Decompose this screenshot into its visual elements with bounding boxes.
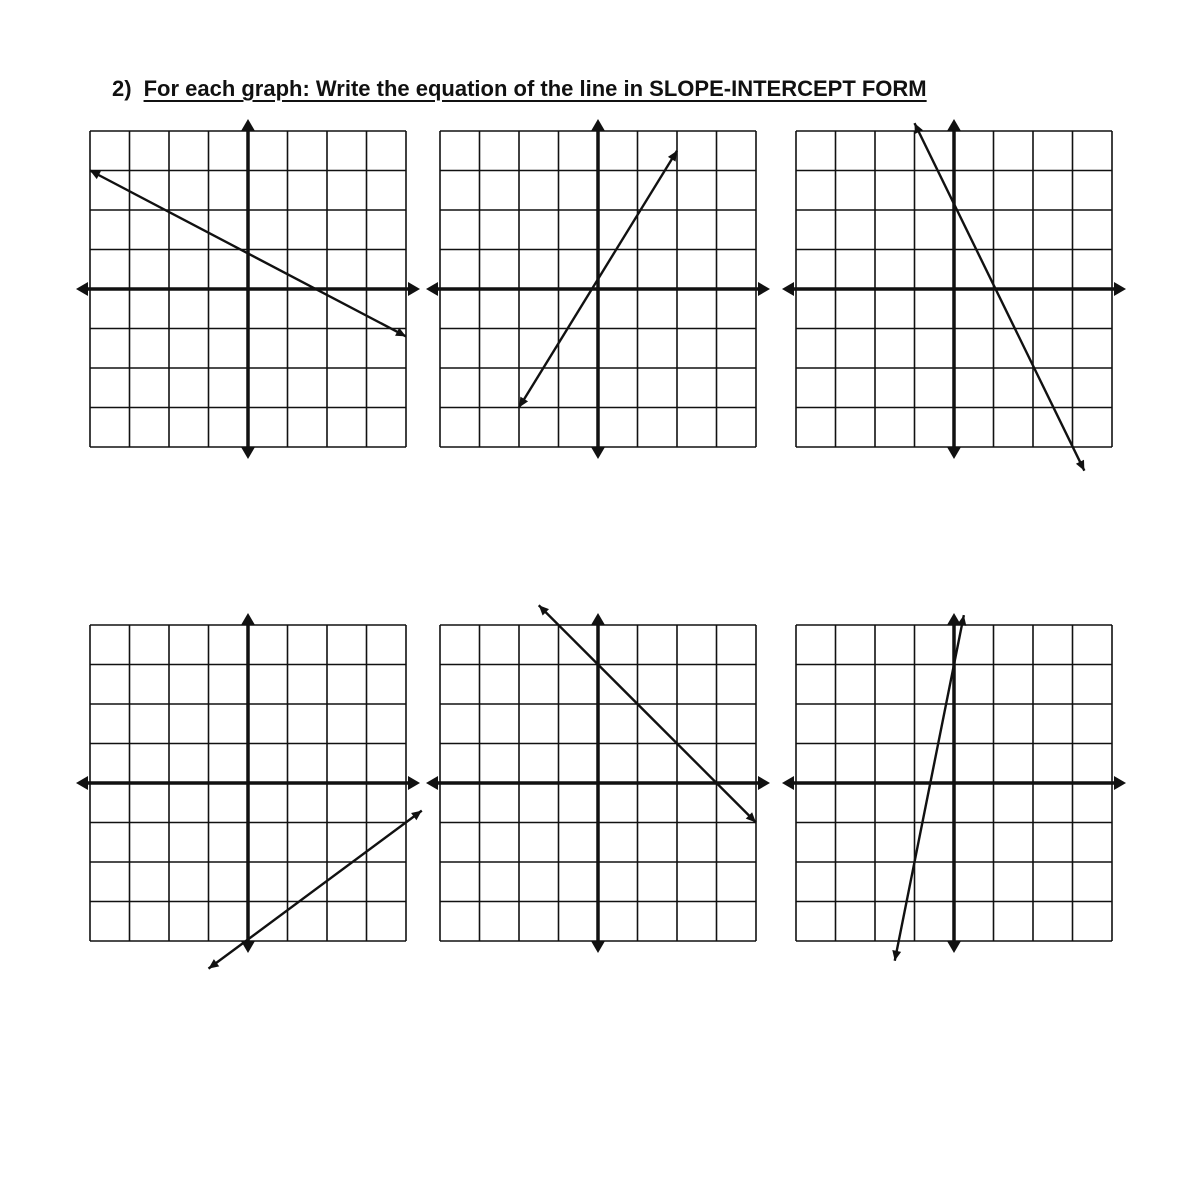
line-arrow-start — [892, 950, 901, 961]
x-axis-right-arrow — [1114, 776, 1126, 790]
graph-6 — [782, 613, 1126, 961]
x-axis-left-arrow — [426, 776, 438, 790]
y-axis-up-arrow — [241, 613, 255, 625]
graph-2 — [426, 119, 770, 459]
x-axis-right-arrow — [758, 282, 770, 296]
y-axis-down-arrow — [591, 447, 605, 459]
graph-5 — [426, 605, 770, 953]
y-axis-up-arrow — [591, 119, 605, 131]
x-axis-left-arrow — [76, 282, 88, 296]
y-axis-up-arrow — [241, 119, 255, 131]
graph-1 — [76, 119, 420, 459]
x-axis-right-arrow — [408, 282, 420, 296]
plotted-line — [539, 605, 756, 822]
x-axis-left-arrow — [76, 776, 88, 790]
y-axis-up-arrow — [591, 613, 605, 625]
question-instruction: For each graph: Write the equation of the line in SLOPE-INTERCEPT FORM — [143, 76, 927, 101]
y-axis-down-arrow — [241, 447, 255, 459]
x-axis-left-arrow — [426, 282, 438, 296]
y-axis-down-arrow — [591, 941, 605, 953]
plotted-line — [209, 811, 422, 969]
x-axis-left-arrow — [782, 776, 794, 790]
line-arrow-end — [958, 615, 967, 626]
x-axis-left-arrow — [782, 282, 794, 296]
question-number: 2) — [112, 76, 132, 101]
y-axis-down-arrow — [947, 941, 961, 953]
x-axis-right-arrow — [758, 776, 770, 790]
y-axis-down-arrow — [947, 447, 961, 459]
y-axis-up-arrow — [947, 119, 961, 131]
plotted-line — [915, 123, 1085, 471]
graph-3 — [782, 119, 1126, 471]
x-axis-right-arrow — [408, 776, 420, 790]
graph-4 — [76, 613, 422, 969]
x-axis-right-arrow — [1114, 282, 1126, 296]
